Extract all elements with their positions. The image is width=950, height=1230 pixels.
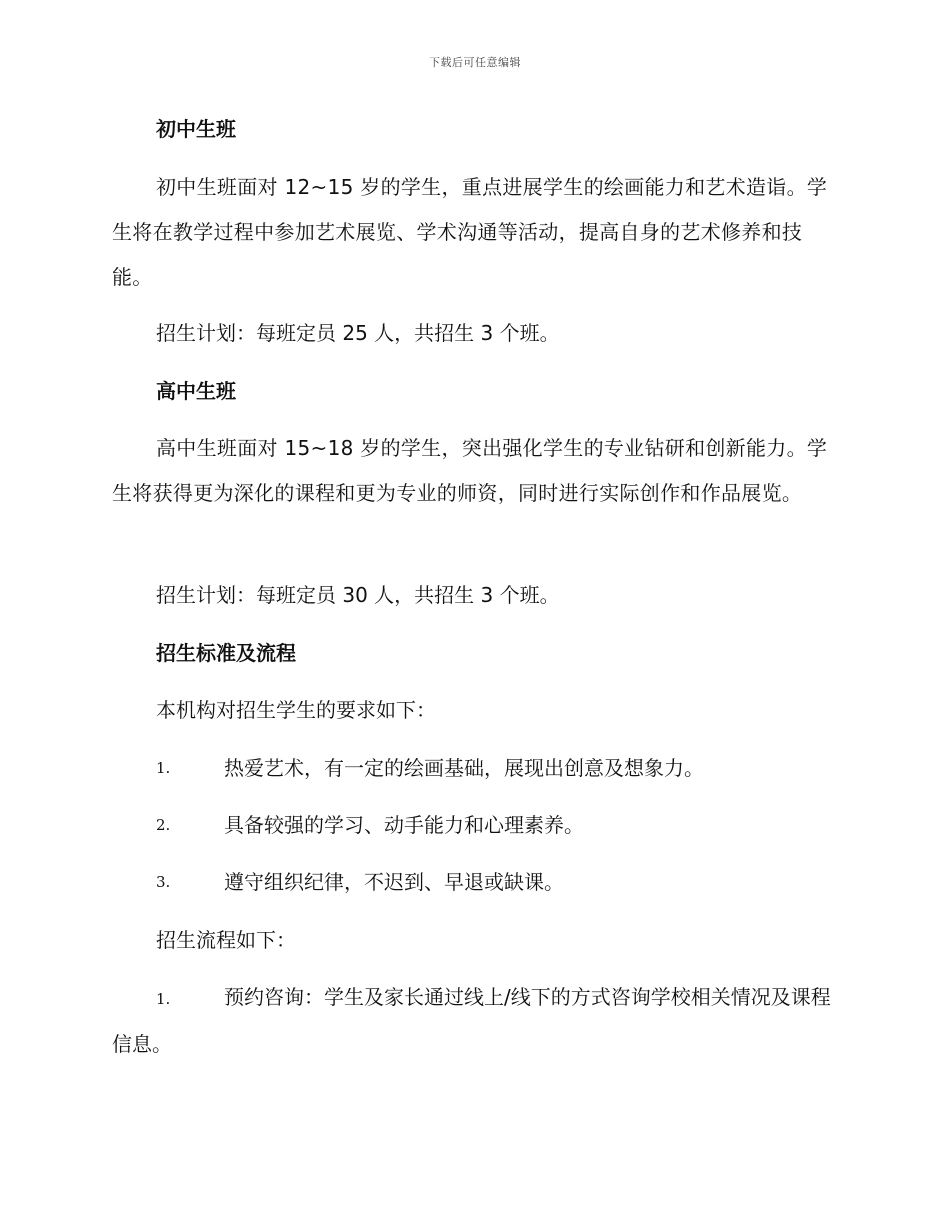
list-text: 预约咨询：学生及家长通过线上/线下的方式咨询学校相关情况及课程信息。 <box>112 985 831 1056</box>
list-text: 热爱艺术，有一定的绘画基础，展现出创意及想象力。 <box>224 756 704 780</box>
section-heading-junior: 初中生班 <box>156 117 236 141</box>
list-number: 1. <box>156 759 171 777</box>
page-header-note: 下载后可任意编辑 <box>429 56 521 69</box>
list-number: 3. <box>156 873 171 891</box>
paragraph-junior-description: 初中生班面对 12~15 岁的学生，重点进展学生的绘画能力和艺术造诣。学生将在教学过程中参加艺术展览、学术沟通等活动，提高自身的艺术修养和技能。 <box>112 175 828 289</box>
list-text: 遵守组织纪律，不迟到、早退或缺课。 <box>224 870 564 894</box>
process-item <box>112 975 832 1067</box>
paragraph-senior-description: 高中生班面对 15~18 岁的学生，突出强化学生的专业钻研和创新能力。学生将获得更为深化的课程和更为专业的师资，同时进行实际创作和作品展览。 <box>112 436 828 505</box>
enrollment-plan-senior: 招生计划：每班定员 30 人，共招生 3 个班。 <box>156 583 560 607</box>
process-intro: 招生流程如下： <box>156 928 296 952</box>
list-text: 具备较强的学习、动手能力和心理素养。 <box>224 813 584 837</box>
list-number: 2. <box>156 816 171 834</box>
enrollment-plan-junior: 招生计划：每班定员 25 人，共招生 3 个班。 <box>156 321 560 345</box>
section-heading-senior: 高中生班 <box>156 379 236 403</box>
requirements-intro: 本机构对招生学生的要求如下： <box>156 698 436 722</box>
list-number: 1. <box>156 990 171 1008</box>
section-heading-admission: 招生标准及流程 <box>156 641 296 665</box>
